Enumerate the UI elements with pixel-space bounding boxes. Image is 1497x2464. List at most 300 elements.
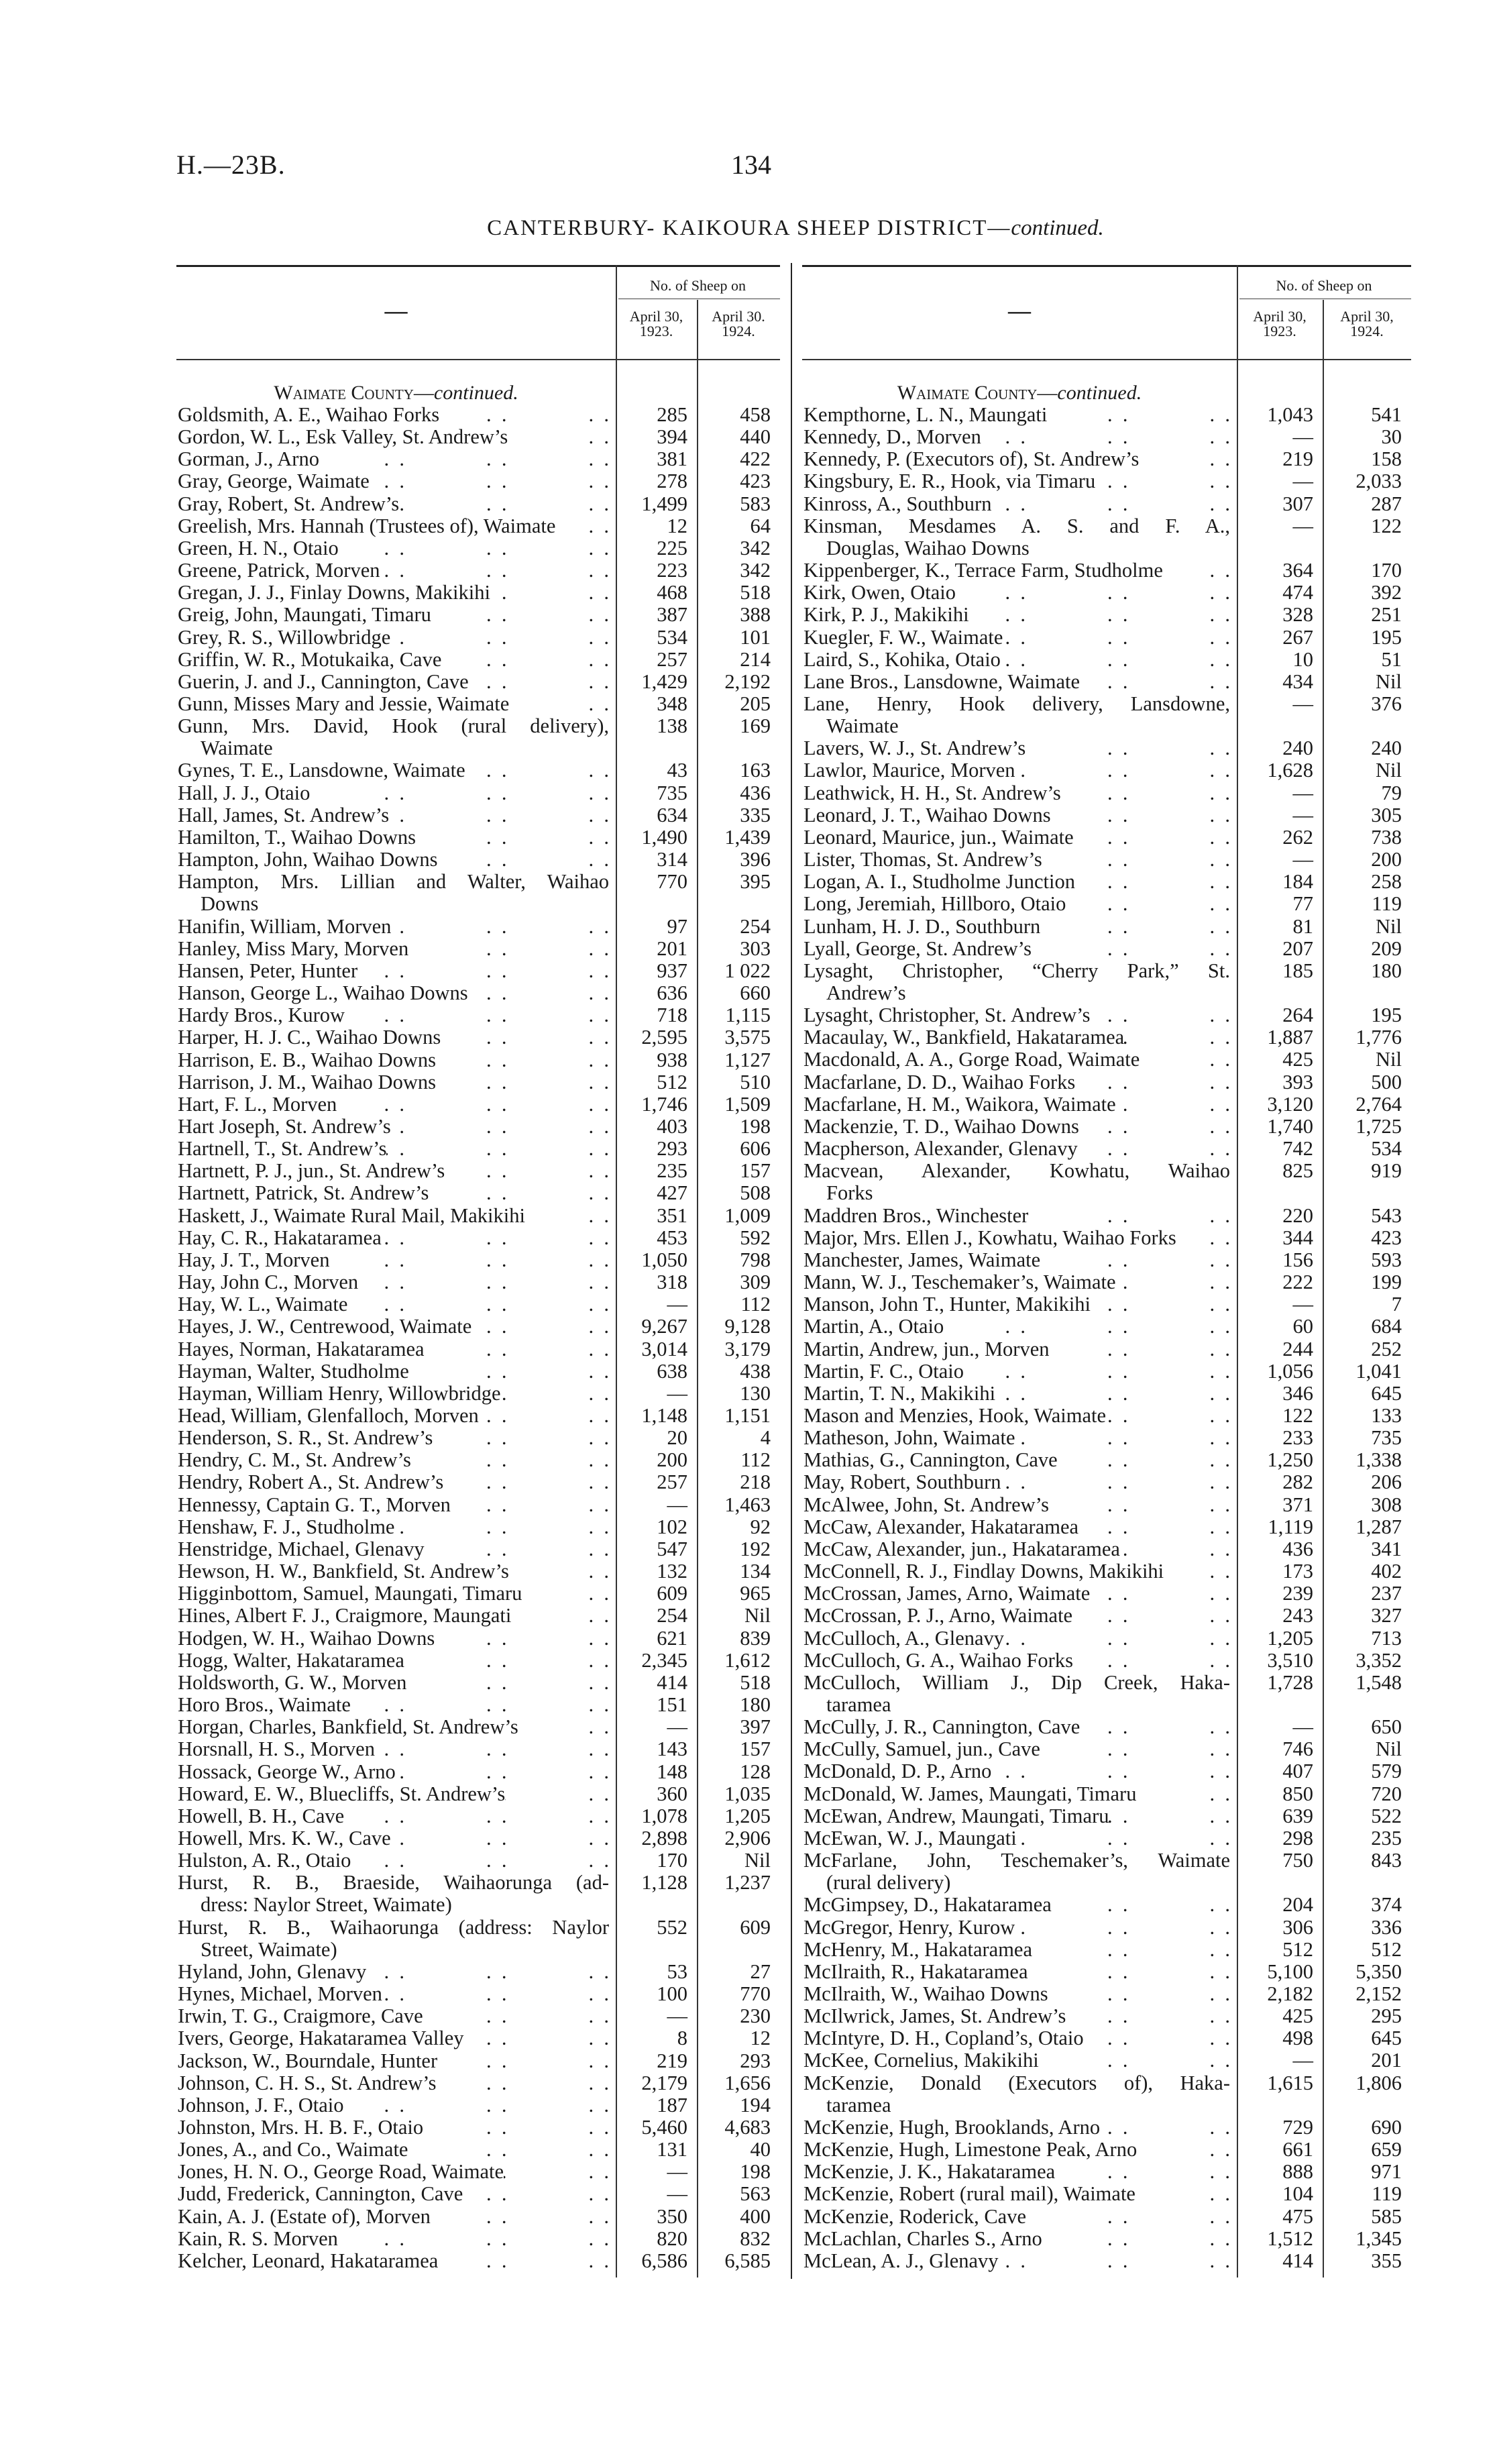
owner-name: Greig, John, Maungati, Timaru [178,603,431,627]
leader-dots [1116,1271,1230,1293]
owner-line [803,1471,1230,1493]
owner-line [178,1160,609,1182]
owner-name: McHenry, M., Hakataramea [803,1937,1032,1961]
sheep-1923: — [667,2160,687,2184]
sheep-1924: 534 [1371,1137,1402,1161]
owner-name: McKenzie, Roderick, Cave [803,2204,1026,2228]
leader-dots [1100,2117,1230,2139]
sheep-1923: 1,056 [1267,1359,1313,1383]
leader-dots [433,1427,609,1449]
sheep-1924: Nil [1376,1737,1402,1761]
table-row [176,2027,780,2049]
table-row [802,1293,1411,1316]
sheep-1924: Nil [1376,1048,1402,1071]
owner-cell [176,1049,616,1071]
owner-name: Hall, J. J., Otaio [178,781,311,804]
table-row [802,2072,1411,2117]
sheep-1923: 131 [657,2138,687,2161]
owner-line [178,404,609,426]
sheep-1924: Nil [744,1604,771,1627]
owner-cell [802,2139,1237,2161]
sheep-1924: 592 [740,1226,771,1249]
owner-name: McGimpsey, D., Hakataramea [803,1893,1052,1917]
leader-dots [425,1338,609,1360]
name-column-header: — [384,299,408,323]
table-row [802,1116,1411,1138]
sheep-1923: — [1292,848,1313,871]
sheep-1923: — [667,1293,687,1316]
sheep-1923: 825 [1282,1159,1313,1183]
sheep-1924: 1,806 [1355,2071,1402,2094]
sheep-1924: 198 [740,1114,771,1138]
leader-dots [1058,1449,1230,1471]
owner-cell [176,1761,616,1783]
sheep-1924: 396 [740,848,771,871]
owner-cell [802,1850,1237,1894]
leader-dots [366,1961,609,1983]
sheep-1923: 3,120 [1267,1092,1313,1116]
sheep-1923: 2,179 [641,2071,687,2094]
owner-line [803,2072,1230,2094]
owner-line [178,1338,609,1360]
leader-dots [439,404,609,426]
table-row [802,1205,1411,1227]
sheep-1924: 402 [1371,1560,1402,1583]
sheep-1924: 500 [1371,1070,1402,1093]
leader-dots [1032,938,1230,960]
owner-cell [176,2206,616,2228]
table-row [176,537,780,559]
leader-dots [1050,1338,1230,1360]
table-row [802,2161,1411,2183]
owner-name: Kippenberger, K., Terrace Farm, Studholme [803,559,1163,582]
sheep-1924: 1,656 [724,2071,771,2094]
owner-cell [802,1538,1237,1560]
leader-dots [404,1650,609,1672]
owner-name: Macfarlane, D. D., Waihao Forks [803,1070,1076,1093]
sheep-1923: — [667,1493,687,1516]
owner-line [803,871,1230,893]
sheep-1923: 314 [657,848,687,871]
leader-dots [437,2050,609,2072]
owner-cell [802,2206,1237,2228]
owner-line [178,1627,609,1650]
owner-name: Kirk, Owen, Otaio [803,581,956,604]
owner-line [803,2027,1230,2049]
leader-dots [329,1249,609,1271]
sheep-1924: 1,205 [724,1804,771,1827]
leader-dots [991,493,1230,515]
owner-name: McConnell, R. J., Findlay Downs, Makikihi [803,1560,1164,1583]
owner-cell [176,759,616,782]
owner-cell [176,1694,616,1716]
sheep-1924: 293 [740,2049,771,2072]
sheep-1923: 219 [1282,447,1313,471]
owner-name: Higginbottom, Samuel, Maungati, Timaru [178,1582,522,1605]
sheep-1923: 820 [657,2227,687,2250]
sheep-1924: 3,575 [724,1026,771,1049]
owner-cell [176,1605,616,1627]
owner-name: Kennedy, D., Morven [803,425,981,449]
owner-line [803,1494,1230,1516]
sheep-1924: 209 [1371,936,1402,960]
leader-dots [1015,759,1230,782]
table-row [176,1182,780,1204]
sheep-1924: 1,548 [1355,1670,1402,1694]
owner-cell [176,1116,616,1138]
sheep-1924: 512 [1371,1937,1402,1961]
owner-name: McEwan, Andrew, Maungati, Timaru [803,1804,1109,1827]
sheep-1923: 547 [657,1537,687,1560]
owner-name: Head, William, Glenfalloch, Morven [178,1404,479,1427]
leader-dots [956,582,1230,604]
sheep-1923: 170 [657,1849,687,1872]
owner-cell [802,1360,1237,1383]
leader-dots [464,2027,609,2049]
owner-name: Hayes, Norman, Hakataramea [178,1337,425,1360]
owner-name: Long, Jeremiah, Hillboro, Otaio [803,892,1066,916]
sheep-1923: 393 [1282,1070,1313,1093]
owner-line [178,1494,609,1516]
owner-cell [176,826,616,849]
owner-cell [802,426,1237,448]
owner-cell [802,470,1237,492]
table-top-rule [176,265,780,267]
owner-cell [176,1961,616,1983]
sheep-1923: 207 [1282,936,1313,960]
owner-cell [802,2161,1237,2183]
sheep-1924: 214 [740,647,771,671]
leader-dots [338,2228,609,2250]
owner-name: Horgan, Charles, Bankfield, St. Andrew’s [178,1715,518,1739]
owner-line [178,1138,609,1160]
owner-name: Macfarlane, H. M., Waikora, Waimate [803,1092,1116,1116]
owner-name: Hulston, A. R., Otaio [178,1849,351,1872]
owner-line [178,2139,609,2161]
sheep-1923: 387 [657,603,687,627]
owner-line [803,1672,1230,1694]
owner-line [178,1583,609,1605]
sheep-1923: — [667,2004,687,2028]
leader-dots [435,1627,609,1650]
sheep-1923: 20 [667,1426,687,1450]
owner-line [803,1961,1230,1983]
leader-dots [991,1760,1230,1782]
owner-cell [802,2049,1237,2072]
owner-name: Hay, W. L., Waimate [178,1293,348,1316]
owner-line [178,1360,609,1383]
sheep-1924: 579 [1371,1760,1402,1783]
leader-dots [1176,1227,1230,1249]
owner-cell [176,2228,616,2250]
owner-name: Ivers, George, Hakataramea Valley [178,2027,464,2050]
owner-name-continued: (rural delivery) [826,1871,951,1894]
owner-cell [802,1983,1237,2005]
sheep-1923: 185 [1282,959,1313,982]
owner-cell [802,448,1237,470]
county-name: Waimate County [274,382,414,404]
sheep-1923: 552 [657,1915,687,1939]
owner-name: Hartnell, T., St. Andrew’s [178,1137,387,1161]
table-row [802,1894,1411,1916]
leader-dots [509,1560,609,1583]
table-row [802,893,1411,915]
sheep-1923: 43 [667,759,687,782]
table-row [176,493,780,515]
table-row [802,1249,1411,1271]
sheep-1923: 233 [1282,1426,1313,1450]
sheep-1924: 832 [740,2227,771,2250]
owner-line [178,2228,609,2250]
table-row [802,426,1411,448]
sheep-1924: Nil [1376,669,1402,693]
table-row [802,1983,1411,2005]
sheep-1923: 1,512 [1267,2227,1313,2250]
owner-name: McKenzie, Hugh, Limestone Peak, Arno [803,2138,1138,2161]
owner-name: Hay, C. R., Hakataramea [178,1226,382,1249]
owner-name: McIlraith, R., Hakataramea [803,1960,1028,1983]
owner-name: Johnson, C. H. S., St. Andrew’s [178,2071,437,2094]
owner-cell [176,1293,616,1316]
leader-dots [511,1605,609,1627]
sheep-1924: 376 [1371,692,1402,716]
sheep-1923: 328 [1282,603,1313,627]
owner-name: McIlraith, W., Waihao Downs [803,1982,1048,2005]
table-row [176,404,780,426]
table-row [176,826,780,849]
sheep-1924: 593 [1371,1248,1402,1271]
owner-cell [802,1605,1237,1627]
sheep-1923: 187 [657,2093,687,2117]
sheep-1923: 346 [1282,1381,1313,1405]
sheep-1923: 254 [657,1604,687,1627]
owner-cell [802,804,1237,826]
sheep-1924: 180 [740,1693,771,1717]
owner-name: Hurst, R. B., Waihaorunga (address: Naylor [178,1916,609,1939]
owner-name: Macaulay, W., Bankfield, Hakataramea [803,1026,1125,1049]
sheep-1923: 1,128 [641,1871,687,1894]
leader-dots [1095,470,1230,492]
sheep-1924: 30 [1381,425,1402,449]
sheep-1924: 919 [1371,1159,1402,1183]
table-row [802,737,1411,759]
sheep-1924: 510 [740,1070,771,1093]
leader-dots [1004,1627,1230,1650]
owner-name: Guerin, J. and J., Cannington, Cave [178,669,469,693]
table-row [802,470,1411,492]
sheep-1924: 230 [740,2004,771,2028]
table-row [176,759,780,782]
sheep-1923: 122 [1282,1403,1313,1427]
sheep-1923: 425 [1282,1048,1313,1071]
sheep-1923: 184 [1282,870,1313,894]
owner-name: Kinsman, Mesdames A. S. and F. A., [803,515,1230,537]
leader-dots [437,2072,609,2094]
owner-cell [176,582,616,604]
sheep-1923: 634 [657,803,687,826]
sheep-1923: 8 [677,2027,687,2050]
sheep-1923: 264 [1282,1004,1313,1027]
owner-name: Hossack, George W., Arno [178,1760,396,1783]
owner-cell [802,893,1237,915]
sheep-1924: 735 [1371,1426,1402,1450]
table-row [802,448,1411,470]
table-row [176,1827,780,1850]
sheep-1924: 341 [1371,1537,1402,1560]
sheep-1924: 543 [1371,1203,1402,1227]
leader-dots [389,804,609,826]
owner-name: Laird, S., Kohika, Otaio [803,647,1001,671]
owner-line [803,671,1230,693]
owner-line [803,2117,1230,2139]
sheep-1924: 4,683 [724,2115,771,2139]
sheep-1923: 1,078 [641,1804,687,1827]
sheep-1924: 336 [1371,1915,1402,1939]
owner-cell [176,1026,616,1049]
table-row [802,938,1411,960]
sheep-1923: 293 [657,1137,687,1161]
owner-cell [176,1538,616,1560]
owner-line [178,960,609,982]
table-row [176,1338,780,1360]
sheep-1924: 1,725 [1355,1114,1402,1138]
sheep-1923: 1,429 [641,669,687,693]
owner-name: McCulloch, A., Glenavy [803,1626,1005,1650]
owner-cell [802,1449,1237,1471]
table-row [802,1427,1411,1449]
sheep-1924: 7 [1391,1293,1402,1316]
owner-cell [176,804,616,826]
owner-line [178,671,609,693]
owner-cell [802,1026,1237,1049]
owner-line [178,1961,609,1983]
owner-name: Leonard, J. T., Waihao Downs [803,803,1051,826]
name-column-header: — [1008,299,1031,323]
owner-line [178,1249,609,1271]
owner-cell [802,871,1237,893]
sheep-1924: Nil [1376,914,1402,938]
owner-name: Hanifin, William, Morven [178,914,392,938]
table-row [176,1116,780,1138]
sheep-1923: — [1292,2049,1313,2072]
leader-dots [1074,826,1230,849]
owner-line [178,1405,609,1427]
sheep-1924: 1,151 [724,1404,771,1427]
sheep-1924: 119 [1372,892,1402,916]
owner-name: Hendry, C. M., St. Andrew’s [178,1448,411,1472]
owner-cell [176,1583,616,1605]
owner-cell [176,1205,616,1227]
owner-line [803,1449,1230,1471]
table-row [176,1716,780,1738]
sheep-1923: 2,595 [641,1026,687,1049]
leader-dots [351,1694,609,1716]
owner-name: Lister, Thomas, St. Andrew’s [803,848,1042,871]
sheep-1924: 51 [1381,647,1402,671]
table-row [176,2228,780,2250]
owner-cell [176,1850,616,1872]
sheep-1924: 738 [1371,825,1402,849]
leader-dots [1075,871,1230,893]
owner-line [803,1627,1230,1650]
leader-dots [465,759,609,782]
sheep-1924: 5,350 [1355,1960,1402,1983]
owner-cell [802,493,1237,515]
table-row [176,1761,780,1783]
table-row [802,849,1411,871]
owner-cell [802,1650,1237,1672]
owner-name: Green, H. N., Otaio [178,536,339,559]
leader-dots [394,1516,609,1538]
leader-dots [391,1116,609,1138]
owner-line [178,582,609,604]
owner-line [178,537,609,559]
table-row [176,1271,780,1293]
sheep-1923: 638 [657,1359,687,1383]
sheep-1923: 10 [1292,647,1313,671]
table-row [176,2050,780,2072]
owner-name: Hay, John C., Morven [178,1271,359,1294]
sheep-1923: 729 [1282,2115,1313,2139]
leader-dots [1015,1427,1230,1449]
leader-dots [525,1205,609,1227]
owner-line [178,871,609,893]
sheep-1923: 1,250 [1267,1448,1313,1472]
owner-cell [176,2094,616,2117]
owner-line [178,1805,609,1827]
sheep-1923: — [667,2182,687,2206]
owner-line [803,1049,1230,1071]
sheep-1923: 512 [657,1070,687,1093]
sheep-1923: 1,490 [641,825,687,849]
table-row [802,2228,1411,2250]
table-row [176,2206,780,2228]
owner-name: Howard, E. W., Bluecliffs, St. Andrew’s [178,1782,506,1805]
sheep-1923: 201 [657,936,687,960]
sheep-1923: 636 [657,981,687,1005]
owner-cell [176,404,616,426]
sheep-1923: 534 [657,625,687,649]
table-row [176,2161,780,2183]
owner-line [803,1783,1230,1805]
owner-cell [176,2027,616,2049]
table-row [176,1850,780,1872]
sheep-1924: 436 [740,781,771,804]
leader-dots [416,826,609,849]
leader-dots [423,2117,609,2139]
table-row [802,1627,1411,1650]
leader-dots [1124,1026,1230,1049]
sheep-1923: 222 [1282,1271,1313,1294]
table-row [176,2094,780,2117]
owner-name: Gregan, J. J., Finlay Downs, Makikihi [178,581,490,604]
leader-dots [1116,1093,1230,1116]
owner-name: Holdsworth, G. W., Morven [178,1670,407,1694]
owner-cell [176,1093,616,1116]
title-main: CANTERBURY- KAIKOURA SHEEP DISTRICT— [487,216,1011,240]
owner-name: Gray, George, Waimate [178,470,370,493]
owner-line [178,1917,609,1939]
leader-dots [443,1471,609,1493]
sheep-1924: 237 [1371,1582,1402,1605]
table-row [802,1071,1411,1093]
owner-line [178,1316,609,1338]
owner-name: Kain, A. J. (Estate of), Morven [178,2204,431,2228]
leader-dots [1075,1071,1230,1093]
leader-dots [358,1271,609,1293]
leader-dots [382,1983,609,2005]
sheep-1923: 436 [1282,1537,1313,1560]
